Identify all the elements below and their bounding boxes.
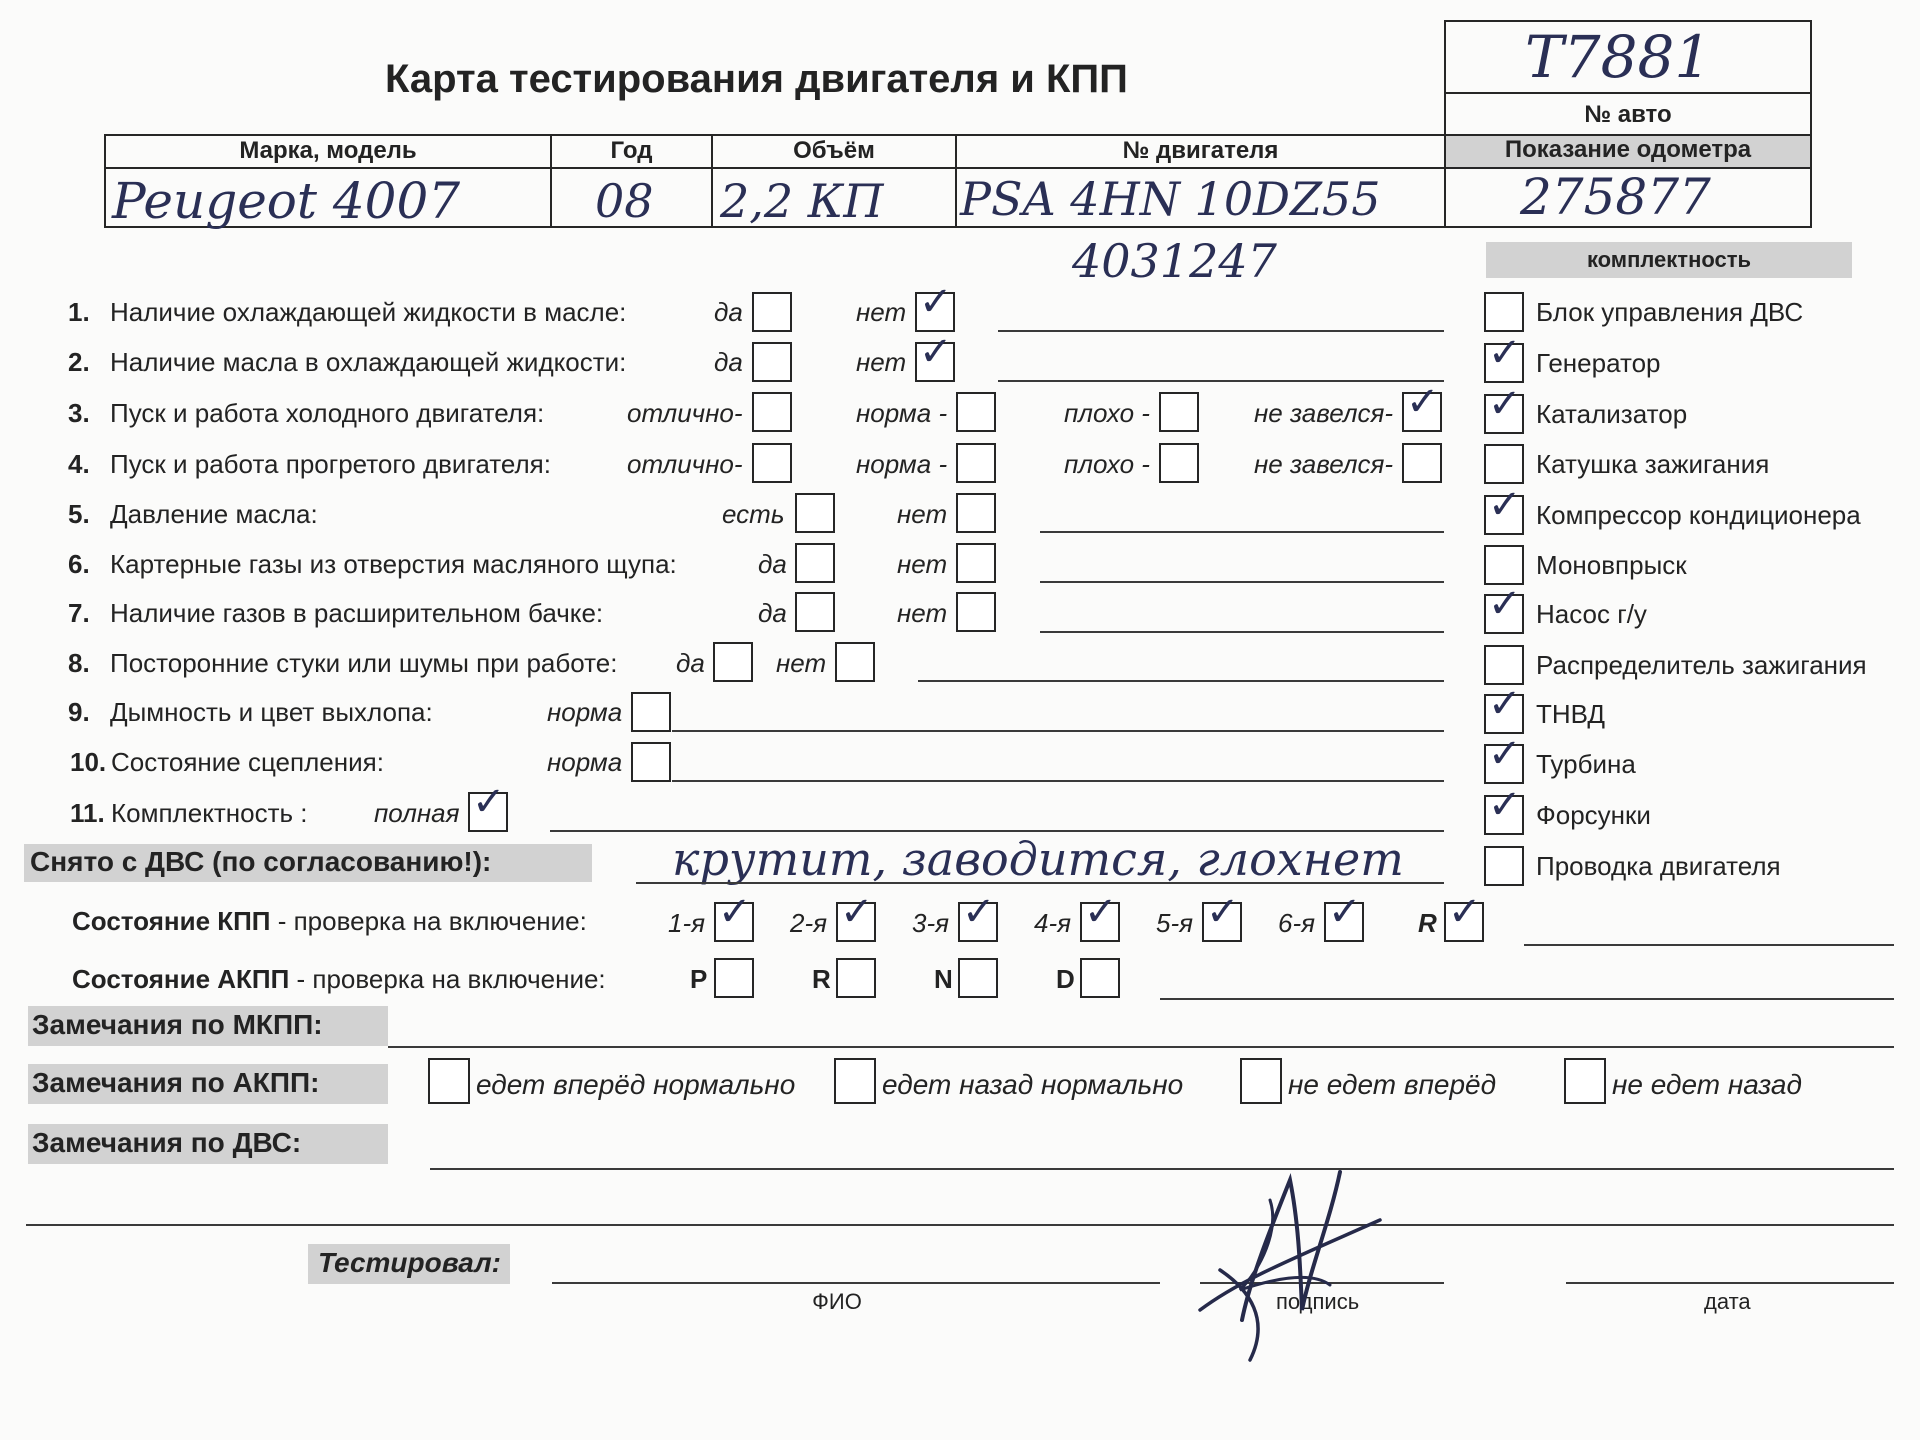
row5-est-checkbox[interactable] (795, 493, 835, 533)
remarks-dvs-line-1 (430, 1168, 1894, 1170)
akpp-gear-checkbox[interactable] (958, 958, 998, 998)
kpp-gear-label: 3-я (912, 908, 950, 938)
item-number: 8. (68, 648, 90, 678)
car-number-value[interactable]: Т7881 (1525, 23, 1712, 91)
check-mark-icon: ✓ (718, 889, 752, 935)
car-number-label: № авто (1584, 101, 1672, 128)
completeness-label: Компрессор кондиционера (1536, 500, 1861, 530)
car-number-divider (1444, 92, 1812, 94)
row7-net-label: нет (897, 598, 948, 628)
item-number: 6. (68, 549, 90, 579)
item-number: 5. (68, 499, 90, 529)
col-year-label: Год (610, 137, 653, 164)
completeness-label: Проводка двигателя (1536, 851, 1781, 881)
tested-by-label: Тестировал: (318, 1247, 501, 1278)
akpp-label-rest: - проверка на включение: (289, 964, 606, 994)
row1-net-checkbox[interactable] (915, 279, 955, 332)
akpp-label (72, 964, 606, 994)
col-engine-no-label: № двигателя (1122, 137, 1279, 164)
check-mark-icon: ✓ (962, 889, 996, 935)
fio-label: ФИО (812, 1289, 862, 1314)
row6-net-label: нет (897, 549, 948, 579)
item-label: Наличие масла в охлаждающей жидкости: (110, 347, 627, 377)
check-mark-icon: ✓ (1448, 889, 1482, 935)
check-mark-icon: ✓ (1406, 379, 1440, 425)
row11-full-checkbox[interactable] (468, 779, 508, 832)
check-mark-icon: ✓ (1488, 681, 1522, 727)
row1-net-label: нет (856, 297, 907, 327)
completeness-checkbox[interactable] (1484, 292, 1524, 332)
engine-no-value-extra[interactable]: 4031247 (1072, 234, 1277, 288)
check-mark-icon: ✓ (1488, 581, 1522, 627)
row4-normal-checkbox[interactable] (956, 443, 996, 483)
item-number: 9. (68, 697, 90, 727)
row1-da-label: да (714, 297, 743, 327)
kpp-label-bold: Состояние КПП (72, 906, 271, 936)
odometer-value[interactable]: 275877 (1520, 168, 1711, 226)
kpp-gear-checkbox[interactable] (1324, 889, 1364, 942)
completeness-label: Блок управления ДВС (1536, 297, 1804, 327)
completeness-header: комплектность (1586, 247, 1752, 272)
row10-norma-checkbox[interactable] (631, 742, 671, 782)
row4-excellent-label: отлично- (627, 449, 743, 479)
akpp-remark-checkbox[interactable] (428, 1058, 470, 1104)
akpp-remark-checkbox[interactable] (834, 1058, 876, 1104)
item-number: 2. (68, 347, 90, 377)
row5-notes-line (1040, 531, 1444, 533)
completeness-checkbox[interactable] (1484, 482, 1524, 535)
kpp-gear-label: 5-я (1156, 908, 1194, 938)
akpp-gear-checkbox[interactable] (714, 958, 754, 998)
row4-excellent-checkbox[interactable] (752, 443, 792, 483)
akpp-gear-label: P (690, 964, 708, 994)
completeness-checkbox[interactable] (1484, 545, 1524, 585)
year-value[interactable]: 08 (595, 174, 654, 228)
col-make-label: Марка, модель (239, 137, 417, 164)
row5-net-checkbox[interactable] (956, 493, 996, 533)
row7-da-checkbox[interactable] (795, 592, 835, 632)
completeness-checkbox[interactable] (1484, 381, 1524, 434)
check-mark-icon: ✓ (1488, 731, 1522, 777)
row3-bad-label: плохо - (1064, 398, 1150, 428)
col-volume-label: Объём (793, 137, 875, 164)
row2-net-label: нет (856, 347, 907, 377)
check-mark-icon: ✓ (1488, 330, 1522, 376)
check-mark-icon: ✓ (472, 779, 506, 825)
completeness-checkbox[interactable] (1484, 581, 1524, 634)
row1-da-checkbox[interactable] (752, 292, 792, 332)
item-label: Наличие охлаждающей жидкости в масле: (110, 297, 627, 327)
item-label: Пуск и работа холодного двигателя: (110, 398, 545, 428)
kpp-gear-label: 4-я (1034, 908, 1072, 938)
remarks-dvs-label: Замечания по ДВС: (32, 1127, 302, 1158)
completeness-checkbox[interactable] (1484, 846, 1524, 886)
akpp-gear-checkbox[interactable] (836, 958, 876, 998)
row3-not-started-checkbox[interactable] (1402, 379, 1442, 432)
row4-not-started-label: не завелся- (1254, 449, 1394, 479)
completeness-checkbox[interactable] (1484, 731, 1524, 784)
row2-net-checkbox[interactable] (915, 329, 955, 382)
akpp-gear-label: D (1056, 964, 1075, 994)
kpp-gear-checkbox[interactable] (714, 889, 754, 942)
kpp-gear-label: 1-я (668, 908, 706, 938)
remarks-mkpp-line (388, 1046, 1894, 1048)
row2-da-label: да (714, 347, 743, 377)
vehicle-table-header-line (104, 167, 1446, 169)
row9-norma-checkbox[interactable] (631, 692, 671, 732)
row6-net-checkbox[interactable] (956, 543, 996, 583)
completeness-label: Распределитель зажигания (1536, 650, 1867, 680)
item-number: 7. (68, 598, 90, 628)
completeness-label: Генератор (1536, 348, 1661, 378)
check-mark-icon: ✓ (840, 889, 874, 935)
row6-da-label: да (758, 549, 787, 579)
volume-value[interactable]: 2,2 КП (720, 174, 884, 228)
row4-bad-label: плохо - (1064, 449, 1150, 479)
item-label: Посторонние стуки или шумы при работе: (110, 648, 618, 678)
kpp-label-rest: - проверка на включение: (270, 906, 587, 936)
row7-notes-line (1040, 631, 1444, 633)
kpp-notes-line (1524, 944, 1894, 946)
completeness-label: Форсунки (1536, 800, 1651, 830)
kpp-gear-label: R (1418, 908, 1437, 938)
kpp-gear-label: 2-я (790, 908, 828, 938)
completeness-label: Насос г/у (1536, 599, 1647, 629)
signature-image (1180, 1160, 1420, 1370)
completeness-label: Катализатор (1536, 399, 1688, 429)
check-mark-icon: ✓ (1084, 889, 1118, 935)
kpp-gear-checkbox[interactable] (1444, 889, 1484, 942)
akpp-remark-checkbox[interactable] (1564, 1058, 1606, 1104)
row3-bad-checkbox[interactable] (1159, 392, 1199, 432)
row9-notes-line (672, 730, 1444, 732)
removed-label: Снято с ДВС (по согласованию!): (30, 846, 492, 877)
akpp-notes-line (1160, 998, 1894, 1000)
akpp-remark-label: не едет назад (1612, 1069, 1802, 1100)
row5-net-label: нет (897, 499, 948, 529)
date-line (1566, 1282, 1894, 1284)
completeness-label: Катушка зажигания (1536, 449, 1770, 479)
completeness-checkbox[interactable] (1484, 330, 1524, 383)
row7-net-checkbox[interactable] (956, 592, 996, 632)
akpp-gear-label: R (812, 964, 831, 994)
row6-notes-line (1040, 581, 1444, 583)
akpp-gear-checkbox[interactable] (1080, 958, 1120, 998)
row3-excellent-label: отлично- (627, 398, 743, 428)
akpp-remark-checkbox[interactable] (1240, 1058, 1282, 1104)
akpp-remark-label: едет назад нормально (882, 1069, 1184, 1100)
row3-excellent-checkbox[interactable] (752, 392, 792, 432)
check-mark-icon: ✓ (919, 329, 953, 375)
item-number: 4. (68, 449, 90, 479)
row4-bad-checkbox[interactable] (1159, 443, 1199, 483)
row1-notes-line (998, 330, 1444, 332)
signature-label: подпись (1276, 1289, 1360, 1314)
row2-da-checkbox[interactable] (752, 342, 792, 382)
akpp-remark-label: не едет вперёд (1288, 1069, 1497, 1100)
remarks-akpp-label: Замечания по АКПП: (32, 1067, 320, 1098)
kpp-label (72, 906, 587, 936)
kpp-gear-checkbox[interactable] (1080, 889, 1120, 942)
row8-net-checkbox[interactable] (835, 642, 875, 682)
engine-no-value[interactable]: PSA 4HN 10DZ55 (960, 172, 1381, 226)
completeness-label: Турбина (1536, 749, 1636, 779)
page-title: Карта тестирования двигателя и КПП (385, 57, 1128, 101)
completeness-checkbox[interactable] (1484, 681, 1524, 734)
row6-da-checkbox[interactable] (795, 543, 835, 583)
row2-notes-line (998, 380, 1444, 382)
kpp-gear-checkbox[interactable] (958, 889, 998, 942)
completeness-checkbox[interactable] (1484, 645, 1524, 685)
item-number: 10. (70, 747, 107, 777)
removed-value[interactable]: крутит, заводится, глохнет (672, 832, 1404, 886)
odometer-label: Показание одометра (1504, 136, 1752, 163)
item-number: 11. (70, 798, 105, 828)
row11-full-label: полная (374, 798, 460, 828)
row5-est-label: есть (722, 499, 785, 529)
row8-da-checkbox[interactable] (713, 642, 753, 682)
row8-net-label: нет (776, 648, 827, 678)
kpp-gear-checkbox[interactable] (1202, 889, 1242, 942)
completeness-label: Моновпрыск (1536, 550, 1687, 580)
row10-notes-line (672, 780, 1444, 782)
check-mark-icon: ✓ (919, 279, 953, 325)
completeness-label: ТНВД (1536, 699, 1606, 729)
item-label: Давление масла: (110, 499, 318, 529)
check-mark-icon: ✓ (1488, 482, 1522, 528)
row4-not-started-checkbox[interactable] (1402, 443, 1442, 483)
row8-notes-line (918, 680, 1444, 682)
check-mark-icon: ✓ (1488, 782, 1522, 828)
check-mark-icon: ✓ (1206, 889, 1240, 935)
fio-line (552, 1282, 1160, 1284)
removed-line (636, 882, 1444, 884)
kpp-gear-label: 6-я (1278, 908, 1316, 938)
row4-normal-label: норма - (856, 449, 948, 479)
kpp-gear-checkbox[interactable] (836, 889, 876, 942)
row10-norma-label: норма (547, 747, 623, 777)
item-label: Наличие газов в расширительном бачке: (110, 598, 604, 628)
remarks-dvs-line-2 (26, 1224, 1894, 1226)
row9-norma-label: норма (547, 697, 623, 727)
item-label: Состояние сцепления: (111, 747, 384, 777)
remarks-mkpp-label: Замечания по МКПП: (32, 1009, 323, 1040)
check-mark-icon: ✓ (1488, 381, 1522, 427)
item-label: Картерные газы из отверстия масляного щупа: (110, 549, 677, 579)
row7-da-label: да (758, 598, 787, 628)
completeness-checkbox[interactable] (1484, 782, 1524, 835)
row8-da-label: да (676, 648, 705, 678)
akpp-label-bold: Состояние АКПП (72, 964, 290, 994)
date-label: дата (1704, 1289, 1751, 1314)
item-label: Пуск и работа прогретого двигателя: (110, 449, 551, 479)
akpp-remark-label: едет вперёд нормально (476, 1069, 796, 1100)
item-number: 1. (68, 297, 90, 327)
item-number: 3. (68, 398, 90, 428)
item-label: Комплектность : (111, 798, 308, 828)
akpp-gear-label: N (934, 964, 953, 994)
check-mark-icon: ✓ (1328, 889, 1362, 935)
row3-not-started-label: не завелся- (1254, 398, 1394, 428)
row3-normal-label: норма - (856, 398, 948, 428)
make-value[interactable]: Peugeot 4007 (112, 172, 461, 230)
completeness-checkbox[interactable] (1484, 444, 1524, 484)
item-label: Дымность и цвет выхлопа: (110, 697, 433, 727)
row3-normal-checkbox[interactable] (956, 392, 996, 432)
